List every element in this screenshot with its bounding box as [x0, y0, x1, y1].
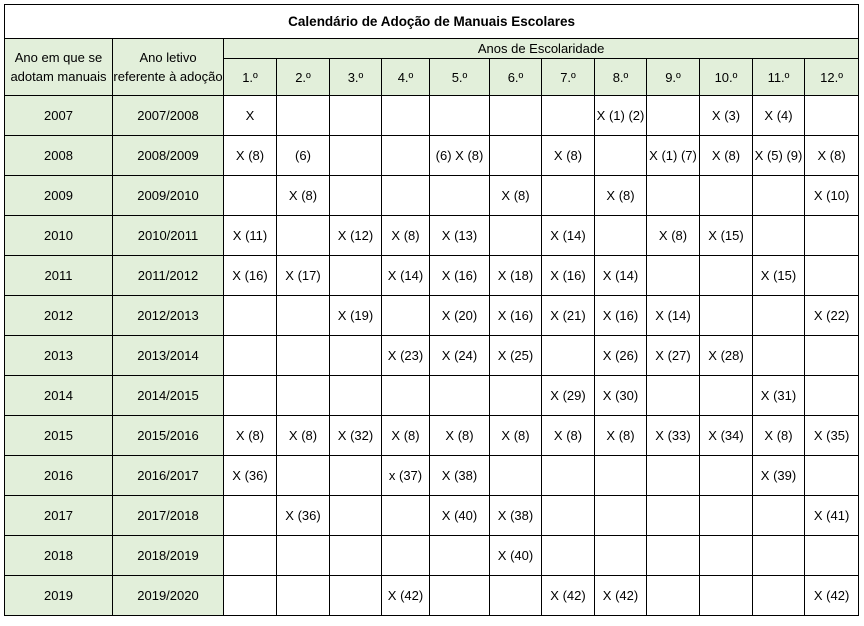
adoption-cell: x (37)	[382, 456, 430, 496]
table-row	[5, 256, 859, 296]
row-year: 2017	[5, 496, 113, 536]
adoption-cell	[542, 96, 595, 136]
header-grade: 4.º	[382, 59, 430, 96]
adoption-cell: X (42)	[595, 576, 647, 616]
adoption-cell: X (16)	[224, 256, 277, 296]
adoption-cell: X (26)	[595, 336, 647, 376]
adoption-cell: X (38)	[490, 496, 542, 536]
adoption-cell	[330, 536, 382, 576]
adoption-cell	[490, 376, 542, 416]
header-grades-group: Anos de Escolaridade	[224, 39, 859, 59]
adoption-cell: X (14)	[595, 256, 647, 296]
adoption-cell: X (8)	[805, 136, 859, 176]
adoption-cell: X (31)	[753, 376, 805, 416]
adoption-cell	[224, 536, 277, 576]
row-year: 2011	[5, 256, 113, 296]
header-grade: 7.º	[542, 59, 595, 96]
row-school-year: 2009/2010	[113, 176, 224, 216]
adoption-cell: X (1) (2)	[595, 96, 647, 136]
adoption-cell: X (15)	[700, 216, 753, 256]
adoption-cell	[277, 576, 330, 616]
adoption-cell: X (4)	[753, 96, 805, 136]
row-year: 2015	[5, 416, 113, 456]
adoption-cell: X (8)	[277, 176, 330, 216]
adoption-cell	[542, 176, 595, 216]
adoption-cell: X (36)	[224, 456, 277, 496]
adoption-cell: X (40)	[430, 496, 490, 536]
adoption-cell	[430, 376, 490, 416]
row-year: 2019	[5, 576, 113, 616]
row-year: 2007	[5, 96, 113, 136]
adoption-cell	[595, 496, 647, 536]
adoption-cell: X (20)	[430, 296, 490, 336]
adoption-cell: X (39)	[753, 456, 805, 496]
row-year: 2009	[5, 176, 113, 216]
adoption-cell: X (19)	[330, 296, 382, 336]
row-year: 2010	[5, 216, 113, 256]
adoption-cell	[490, 136, 542, 176]
adoption-cell	[490, 456, 542, 496]
adoption-cell: X (1) (7)	[647, 136, 700, 176]
adoption-cell: X (28)	[700, 336, 753, 376]
adoption-cell: X (29)	[542, 376, 595, 416]
row-school-year: 2010/2011	[113, 216, 224, 256]
adoption-cell	[542, 496, 595, 536]
header-year-adopted: Ano em que se adotam manuais	[5, 39, 113, 96]
adoption-cell	[805, 336, 859, 376]
adoption-cell	[330, 496, 382, 536]
adoption-cell	[542, 456, 595, 496]
adoption-cell: X (13)	[430, 216, 490, 256]
adoption-cell: X (41)	[805, 496, 859, 536]
adoption-cell: X (8)	[753, 416, 805, 456]
adoption-cell	[805, 256, 859, 296]
adoption-cell: X (34)	[700, 416, 753, 456]
adoption-cell: X (8)	[542, 136, 595, 176]
adoption-cell: (6) X (8)	[430, 136, 490, 176]
header-grade: 1.º	[224, 59, 277, 96]
adoption-cell: X (42)	[805, 576, 859, 616]
row-school-year: 2019/2020	[113, 576, 224, 616]
adoption-cell: X (21)	[542, 296, 595, 336]
adoption-cell	[700, 376, 753, 416]
adoption-cell: X (30)	[595, 376, 647, 416]
row-year: 2008	[5, 136, 113, 176]
header-grade: 3.º	[330, 59, 382, 96]
adoption-cell: X (23)	[382, 336, 430, 376]
row-year: 2012	[5, 296, 113, 336]
header-grade: 2.º	[277, 59, 330, 96]
table-row	[5, 376, 859, 416]
adoption-cell	[805, 456, 859, 496]
row-year: 2016	[5, 456, 113, 496]
row-school-year: 2017/2018	[113, 496, 224, 536]
adoption-cell	[700, 456, 753, 496]
adoption-cell	[224, 176, 277, 216]
adoption-cell: X (5) (9)	[753, 136, 805, 176]
adoption-cell	[330, 576, 382, 616]
adoption-cell	[542, 336, 595, 376]
adoption-cell: X (14)	[647, 296, 700, 336]
adoption-cell	[542, 536, 595, 576]
table-row	[5, 456, 859, 496]
adoption-cell: X	[224, 96, 277, 136]
adoption-cell: X (16)	[542, 256, 595, 296]
adoption-cell: X (38)	[430, 456, 490, 496]
adoption-cell	[430, 536, 490, 576]
adoption-cell: (6)	[277, 136, 330, 176]
adoption-cell	[753, 176, 805, 216]
header-grade: 9.º	[647, 59, 700, 96]
row-year: 2014	[5, 376, 113, 416]
adoption-cell: X (18)	[490, 256, 542, 296]
row-school-year: 2007/2008	[113, 96, 224, 136]
adoption-cell	[753, 296, 805, 336]
adoption-cell: X (32)	[330, 416, 382, 456]
adoption-cell	[647, 96, 700, 136]
adoption-cell: X (8)	[382, 416, 430, 456]
adoption-cell	[700, 256, 753, 296]
adoption-cell	[277, 336, 330, 376]
adoption-cell	[490, 96, 542, 136]
adoption-cell	[330, 136, 382, 176]
adoption-cell: X (35)	[805, 416, 859, 456]
adoption-cell	[647, 536, 700, 576]
adoption-cell	[224, 376, 277, 416]
adoption-cell: X (33)	[647, 416, 700, 456]
row-school-year: 2012/2013	[113, 296, 224, 336]
table-row	[5, 496, 859, 536]
adoption-cell	[277, 216, 330, 256]
adoption-cell	[753, 536, 805, 576]
adoption-cell: X (12)	[330, 216, 382, 256]
adoption-cell: X (42)	[542, 576, 595, 616]
adoption-cell	[382, 536, 430, 576]
adoption-cell: X (8)	[224, 416, 277, 456]
adoption-cell: X (14)	[382, 256, 430, 296]
adoption-cell	[382, 176, 430, 216]
adoption-cell	[382, 496, 430, 536]
adoption-cell: X (8)	[542, 416, 595, 456]
row-school-year: 2014/2015	[113, 376, 224, 416]
table-row	[5, 536, 859, 576]
adoption-cell	[382, 96, 430, 136]
adoption-cell: X (24)	[430, 336, 490, 376]
adoption-cell	[805, 536, 859, 576]
adoption-cell	[277, 536, 330, 576]
header-grade: 10.º	[700, 59, 753, 96]
adoption-cell	[647, 576, 700, 616]
header-grade: 6.º	[490, 59, 542, 96]
adoption-cell: X (8)	[595, 176, 647, 216]
row-school-year: 2016/2017	[113, 456, 224, 496]
row-year: 2018	[5, 536, 113, 576]
adoption-cell	[277, 456, 330, 496]
adoption-cell: X (8)	[647, 216, 700, 256]
table-row	[5, 96, 859, 136]
adoption-cell	[382, 296, 430, 336]
adoption-cell	[382, 376, 430, 416]
adoption-cell	[647, 256, 700, 296]
adoption-cell: X (10)	[805, 176, 859, 216]
adoption-cell: X (42)	[382, 576, 430, 616]
adoption-cell: X (14)	[542, 216, 595, 256]
row-school-year: 2011/2012	[113, 256, 224, 296]
adoption-cell: X (16)	[595, 296, 647, 336]
row-school-year: 2008/2009	[113, 136, 224, 176]
table-row	[5, 576, 859, 616]
adoption-cell	[700, 176, 753, 216]
header-school-year: Ano letivo referente à adoção	[113, 39, 224, 96]
adoption-cell	[753, 216, 805, 256]
adoption-table	[4, 4, 859, 616]
adoption-cell	[647, 496, 700, 536]
table-row	[5, 336, 859, 376]
adoption-cell: X (3)	[700, 96, 753, 136]
table-row	[5, 136, 859, 176]
header-grade: 5.º	[430, 59, 490, 96]
adoption-cell: X (15)	[753, 256, 805, 296]
adoption-cell: X (8)	[490, 176, 542, 216]
adoption-cell	[700, 296, 753, 336]
adoption-cell: X (8)	[700, 136, 753, 176]
adoption-cell	[277, 376, 330, 416]
adoption-cell	[647, 376, 700, 416]
adoption-cell	[700, 576, 753, 616]
adoption-cell	[805, 376, 859, 416]
adoption-cell	[805, 216, 859, 256]
adoption-cell	[805, 96, 859, 136]
adoption-cell	[277, 296, 330, 336]
adoption-cell	[595, 216, 647, 256]
adoption-cell	[330, 456, 382, 496]
adoption-cell	[753, 336, 805, 376]
adoption-cell	[595, 536, 647, 576]
header-grade: 12.º	[805, 59, 859, 96]
adoption-cell	[224, 496, 277, 536]
adoption-cell	[595, 136, 647, 176]
adoption-cell: X (8)	[595, 416, 647, 456]
adoption-cell	[753, 576, 805, 616]
adoption-cell	[224, 296, 277, 336]
adoption-cell	[753, 496, 805, 536]
adoption-cell	[700, 496, 753, 536]
table-row	[5, 216, 859, 256]
row-school-year: 2018/2019	[113, 536, 224, 576]
adoption-cell	[277, 96, 330, 136]
row-school-year: 2015/2016	[113, 416, 224, 456]
adoption-cell	[430, 576, 490, 616]
adoption-cell: X (22)	[805, 296, 859, 336]
adoption-cell: X (16)	[490, 296, 542, 336]
adoption-cell: X (11)	[224, 216, 277, 256]
adoption-cell: X (8)	[490, 416, 542, 456]
adoption-cell	[330, 96, 382, 136]
table-row	[5, 296, 859, 336]
adoption-cell: X (8)	[277, 416, 330, 456]
adoption-cell	[490, 576, 542, 616]
adoption-cell	[224, 576, 277, 616]
row-year: 2013	[5, 336, 113, 376]
adoption-cell: X (8)	[382, 216, 430, 256]
adoption-cell	[647, 176, 700, 216]
adoption-cell: X (25)	[490, 336, 542, 376]
table-row	[5, 176, 859, 216]
adoption-cell	[647, 456, 700, 496]
adoption-calendar	[4, 4, 859, 616]
adoption-cell	[330, 376, 382, 416]
adoption-cell	[224, 336, 277, 376]
adoption-cell: X (36)	[277, 496, 330, 536]
adoption-cell	[430, 96, 490, 136]
adoption-cell: X (40)	[490, 536, 542, 576]
adoption-cell	[700, 536, 753, 576]
adoption-cell	[330, 336, 382, 376]
adoption-cell: X (27)	[647, 336, 700, 376]
adoption-cell: X (8)	[430, 416, 490, 456]
adoption-cell	[330, 256, 382, 296]
adoption-cell	[490, 216, 542, 256]
adoption-cell: X (16)	[430, 256, 490, 296]
header-grade: 8.º	[595, 59, 647, 96]
adoption-cell	[430, 176, 490, 216]
header-grade: 11.º	[753, 59, 805, 96]
row-school-year: 2013/2014	[113, 336, 224, 376]
adoption-cell	[330, 176, 382, 216]
adoption-cell	[595, 456, 647, 496]
table-title: Calendário de Adoção de Manuais Escolares	[5, 5, 859, 39]
adoption-cell	[382, 136, 430, 176]
table-row	[5, 416, 859, 456]
adoption-cell: X (17)	[277, 256, 330, 296]
adoption-cell: X (8)	[224, 136, 277, 176]
